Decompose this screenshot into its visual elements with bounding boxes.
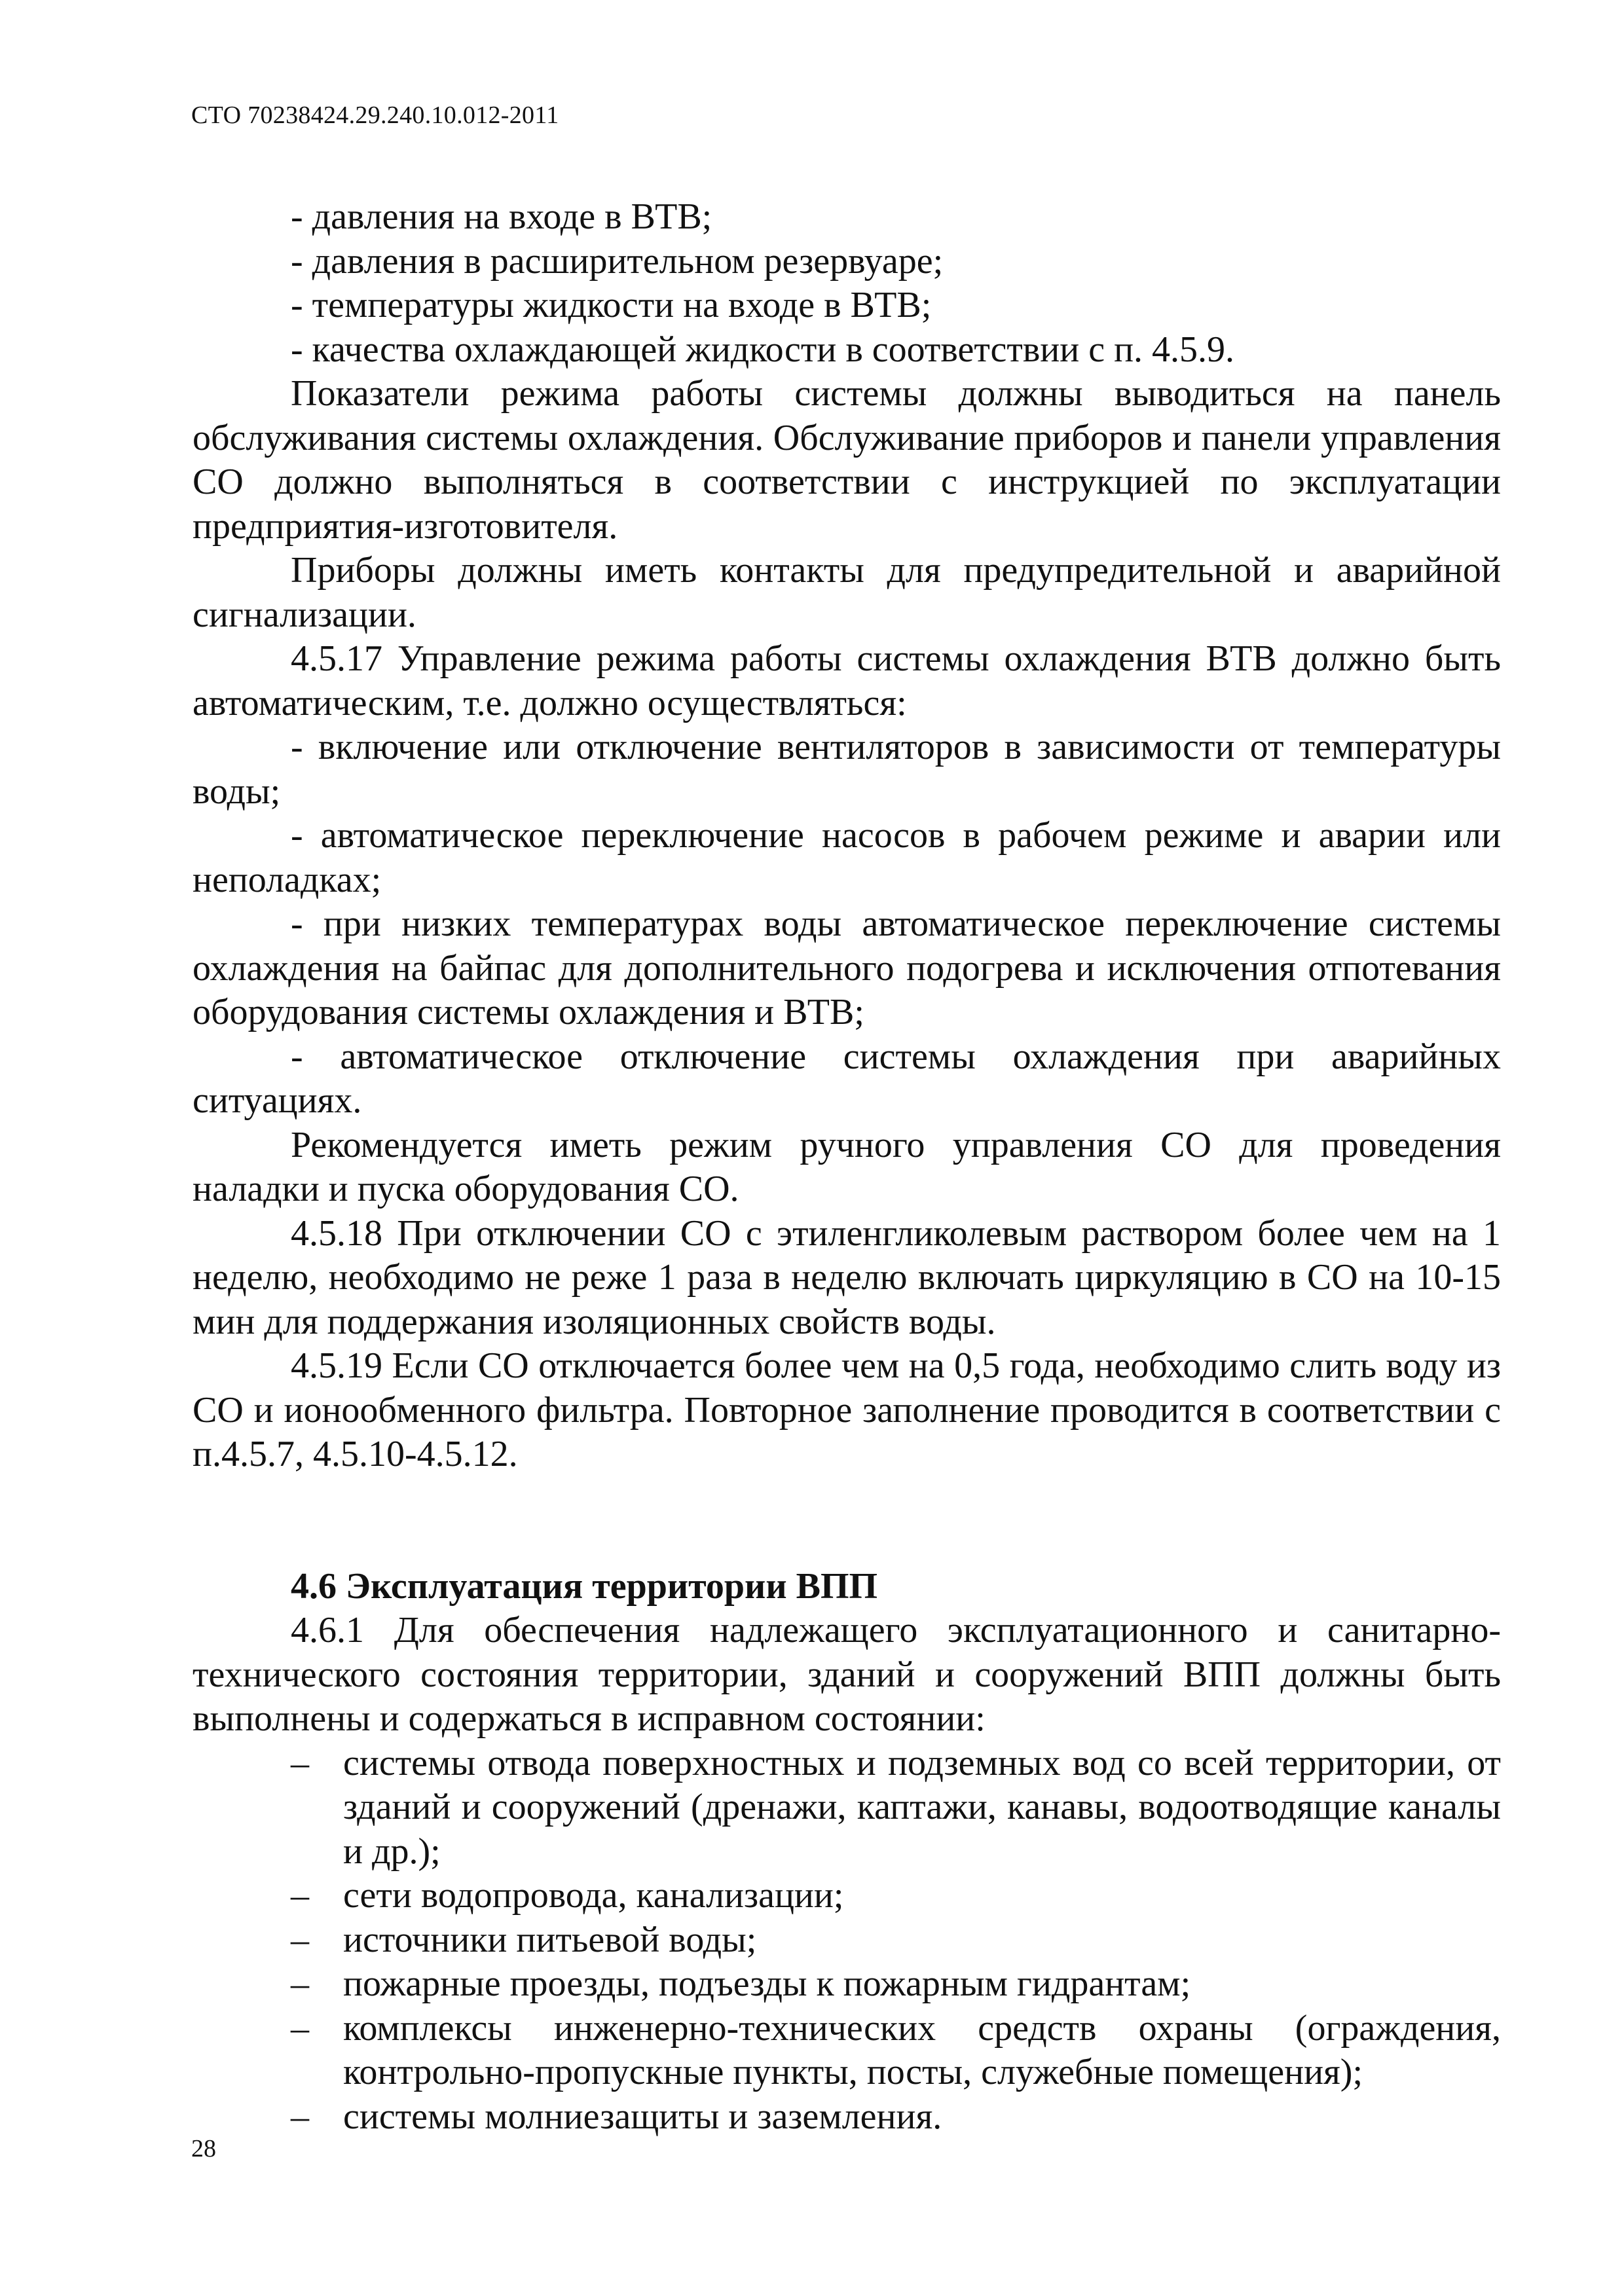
clause-4-5-18: 4.5.18 При отключении СО с этиленгликолевым раствором более чем на 1 неделю, необходимо не реже 1 раза в неделю включать циркуляцию в СО на 10-15 мин для поддержания изоляционных свойств воды. [193,1212,1501,1342]
clause-4-5-17-intro: 4.5.17 Управление режима работы системы охлаждения ВТВ должно быть автоматическим, т.е. должно осуществляться: [193,638,1501,723]
list-item: - автоматическое переключение насосов в рабочем режиме и аварии или неполадках; [193,815,1501,900]
list-item-text: пожарные проезды, подъезды к пожарным гидрантам; [343,1963,1191,2004]
section-4-6-list [193,1741,1501,2140]
list-item-text: системы отвода поверхностных и подземных вод со всей территории, от зданий и сооружений (дренажи, каптажи, канавы, водоотводящие каналы и др.); [343,1742,1501,1872]
list-item [291,1741,1501,1874]
list-item-text: сети водопровода, канализации; [343,1875,844,1916]
list-item [291,2095,1501,2140]
list-item [291,2007,1501,2095]
list-item: - качества охлаждающей жидкости в соответствии с п. 4.5.9. [291,329,1235,370]
list-item: - автоматическое отключение системы охлаждения при аварийных ситуациях. [193,1036,1501,1121]
list-item-text: источники питьевой воды; [343,1919,757,1960]
list-item [291,1962,1501,2007]
dash-bullet: – [291,1875,309,1916]
clause-4-5-19: 4.5.19 Если СО отключается более чем на 0,5 года, необходимо слить воду из СО и ионообменного фильтра. Повторное заполнение проводится в соответствии с п.4.5.7, 4.5.10-4.5.12. [193,1345,1501,1474]
page-number: 28 [191,2135,216,2162]
list-item-text: системы молниезащиты и заземления. [343,2096,942,2137]
section-heading: 4.6 Эксплуатация территории ВПП [291,1565,878,1607]
dash-bullet: – [291,1963,309,2004]
paragraph-recommendation: Рекомендуется иметь режим ручного управления СО для проведения наладки и пуска оборудования СО. [193,1124,1501,1209]
list-item [291,1918,1501,1963]
list-item: - давления в расширительном резервуаре; [291,240,944,282]
clause-4-6-1-intro: 4.6.1 Для обеспечения надлежащего эксплуатационного и санитарно-технического состояния территории, зданий и сооружений ВПП должны быть выполнены и содержаться в исправном состоянии: [193,1610,1501,1739]
list-item-text: комплексы инженерно-технических средств охраны (ограждения, контрольно-пропускные пункты, посты, служебные помещения); [343,2007,1501,2092]
list-item: - давления на входе в ВТВ; [291,196,712,237]
list-item: - температуры жидкости на входе в ВТВ; [291,285,932,325]
document-code-header: СТО 70238424.29.240.10.012-2011 [191,101,559,129]
dash-bullet: – [291,1742,309,1783]
list-item: - при низких температурах воды автоматическое переключение системы охлаждения на байпас для дополнительного подогрева и исключения отпотевания оборудования системы охлаждения и ВТВ; [193,903,1501,1032]
dash-bullet: – [291,2007,309,2049]
list-item [291,1874,1501,1918]
list-item: - включение или отключение вентиляторов в зависимости от температуры воды; [193,727,1501,812]
dash-bullet: – [291,2096,309,2137]
dash-bullet: – [291,1919,309,1960]
page-body [193,195,1501,2139]
paragraph-indicators: Показатели режима работы системы должны выводиться на панель обслуживания системы охлаждения. Обслуживание приборов и панели управления СО должно выполняться в соответствии с инструкцией по эксплуатации предприятия-изготовителя. [193,373,1501,547]
paragraph-contacts: Приборы должны иметь контакты для предупредительной и аварийной сигнализации. [193,550,1501,635]
section-spacer [193,1477,1501,1565]
